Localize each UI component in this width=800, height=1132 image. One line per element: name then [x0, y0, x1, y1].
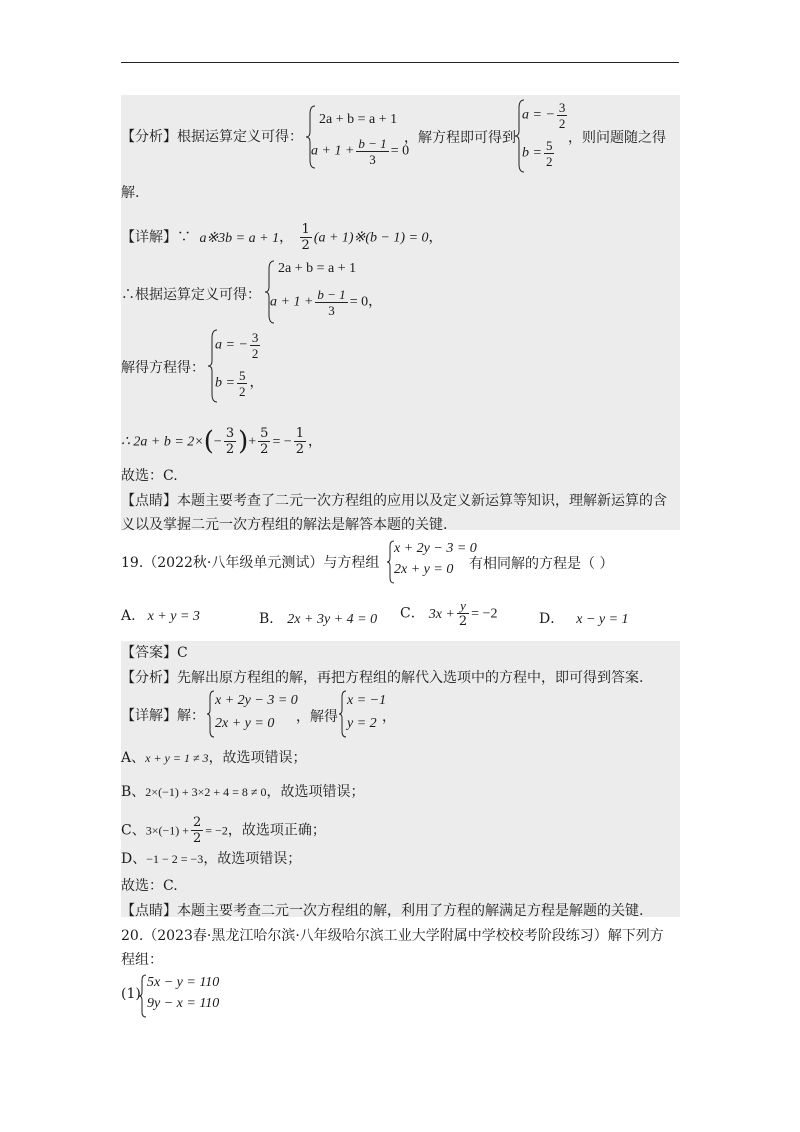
fraction-num: 1: [301, 222, 310, 237]
q19-stem: [121, 553, 379, 573]
option-a[interactable]: A. x + y = 3: [121, 608, 200, 624]
question-number: 19.: [121, 555, 144, 571]
punct: ，: [428, 229, 443, 246]
question-source: （2022秋·八年级单元测试）与方程组: [143, 555, 380, 571]
analysis-text: ，则问题随之得: [568, 130, 666, 146]
system-brace-a: [305, 104, 410, 170]
check-c: C、3×(−1) + $\frac{2}{2}$ = −2，故选项正确；: [121, 815, 326, 846]
system-brace-q19b: [206, 690, 306, 738]
question-number: 20.: [121, 928, 144, 944]
q18-detail-line: [121, 222, 443, 253]
question-stem-end: 有相同解的方程是（ ）: [469, 556, 614, 572]
equation: ∴ 2a + b = 2×: [121, 434, 204, 450]
answer-label: 【答案】: [121, 645, 177, 661]
equation: 9y − x = 110: [147, 996, 220, 1011]
option-d[interactable]: D． x − y = 1: [539, 611, 629, 627]
answer-value: C: [177, 645, 188, 661]
equation: a = − $\frac{3}{2}$: [215, 330, 259, 361]
check-b: B、2×(−1) + 3×2 + 4 = 8 ≠ 0，故选项错误；: [121, 784, 365, 800]
detail-line: [121, 706, 205, 726]
fraction-den: 2: [301, 238, 310, 253]
comment-line: [121, 901, 643, 921]
analysis-label: 【分析】: [121, 670, 177, 686]
detail-label: 【详解】: [121, 708, 177, 724]
system-brace-c: [207, 328, 277, 404]
equation: b = $\frac{5}{2}$: [522, 138, 553, 169]
q20-stem: [121, 926, 664, 946]
equation: a※3b = a + 1: [199, 230, 280, 246]
choice-text: 故选：C.: [121, 878, 178, 894]
option-c[interactable]: C． 3x + $\frac{y}{2}$ = −2: [400, 598, 498, 629]
analysis-text: ，解方程即可得到: [404, 130, 516, 146]
part-label: (1): [121, 986, 141, 1002]
question-text: 程组：: [121, 952, 163, 968]
analysis-text: 解.: [121, 185, 140, 201]
because-symbol: ∵: [177, 229, 191, 246]
equation: b = $\frac{5}{2}$ ，: [215, 368, 264, 399]
therefore-text: ∴根据运算定义可得：: [121, 287, 261, 303]
equation: 5x − y = 110: [147, 975, 220, 990]
analysis-label: 【分析】: [121, 129, 177, 145]
q18-analysis-line: [121, 127, 303, 147]
solve-text: 解得方程得：: [121, 360, 205, 376]
system-brace-q19: [386, 540, 476, 584]
comment-text: 本题主要考查了二元一次方程组的应用以及定义新运算等知识，理解新运算的含: [177, 493, 667, 509]
analysis-text: 先解出原方程组的解，再把方程组的解代入选项中的方程中，即可得到答案.: [177, 670, 644, 686]
equation: 2a + b = a + 1: [278, 261, 357, 276]
equation: a + 1 + $\frac{b - 1}{3}$ = 0: [311, 136, 410, 167]
equation: a = − $\frac{3}{2}$: [522, 100, 566, 131]
check-d: D、−1 − 2 = −3，故选项错误；: [121, 851, 302, 867]
question-text: （2023春·黑龙江哈尔滨·八年级哈尔滨工业大学附属中学校校考阶段练习）解下列方: [143, 928, 664, 944]
analysis-line: [121, 668, 643, 688]
equation: x + 2y − 3 = 0: [394, 541, 477, 556]
equation: y = 2: [347, 716, 377, 731]
comment-text: 本题主要考查二元一次方程组的解，利用了方程的解满足方程是解题的关键.: [177, 903, 644, 919]
comment-label: 【点睛】: [121, 903, 177, 919]
calc-line: ∴ 2a + b = 2×(− $\frac{3}{2}$ )+ $\frac{5}{2}$ = − $\frac{1}{2}$ ，: [121, 426, 323, 457]
answer-line: [121, 643, 188, 663]
analysis-text: 根据运算定义可得：: [177, 129, 303, 145]
check-a: A、x + y = 1 ≠ 3，故选项错误；: [121, 750, 307, 766]
equation: (a + 1)※(b − 1) = 0: [313, 230, 429, 246]
equation: 2x + y = 0: [215, 716, 275, 731]
punct: ，: [279, 229, 294, 246]
comment-line: [121, 491, 667, 511]
detail-label: 【详解】: [121, 229, 177, 246]
choice-text: 故选：C.: [121, 468, 178, 484]
detail-text: 解：: [177, 708, 205, 724]
punct: ，: [382, 709, 396, 725]
system-brace-sol: [514, 98, 574, 174]
equation: x = −1: [347, 693, 387, 708]
solve-word: ，解得: [296, 709, 338, 725]
equation: a + 1 + $\frac{b - 1}{3}$ = 0，: [270, 287, 383, 318]
system-brace-b: [264, 259, 383, 325]
equation: x + 2y − 3 = 0: [215, 693, 298, 708]
system-brace-q20: [138, 974, 228, 1018]
comment-label: 【点睛】: [121, 493, 177, 509]
equation: 2a + b = a + 1: [319, 112, 398, 127]
equation: 2x + y = 0: [394, 562, 454, 577]
comment-text: 义以及掌握二元一次方程组的解法是解答本题的关键.: [121, 517, 448, 533]
header-rule: [121, 62, 679, 63]
option-b[interactable]: B． 2x + 3y + 4 = 0: [259, 611, 378, 627]
